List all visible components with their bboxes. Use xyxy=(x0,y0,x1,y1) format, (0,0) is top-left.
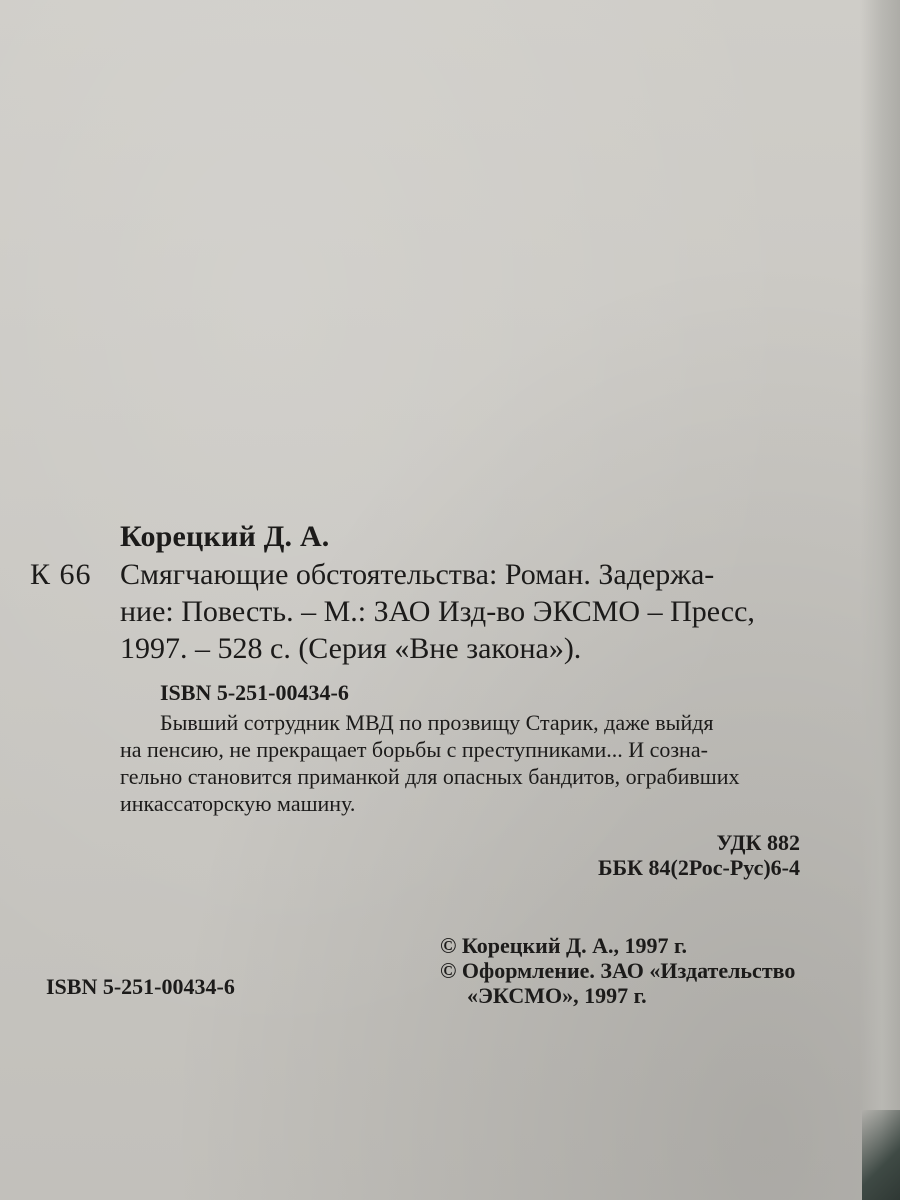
bbk-index: ББК 84(2Рос-Рус)6-4 xyxy=(597,855,800,880)
udk-index: УДК 882 xyxy=(716,830,800,855)
annotation-line: Бывший сотрудник МВД по прозвищу Старик, даже выйдя xyxy=(160,710,714,735)
bibliographic-line: 1997. – 528 с. (Серия «Вне закона»). xyxy=(120,632,582,665)
author-name: Корецкий Д. А. xyxy=(120,520,330,553)
annotation-line: гельно становится приманкой для опасных бандитов, ограбивших xyxy=(120,764,740,789)
annotation-line: инкассаторскую машину. xyxy=(120,791,356,816)
book-cover-corner xyxy=(862,1110,900,1200)
copyright-line: «ЭКСМО», 1997 г. xyxy=(467,983,647,1008)
page-edge-shadow xyxy=(860,0,900,1200)
annotation-line: на пенсию, не прекращает борьбы с преступниками... И созна- xyxy=(120,737,708,762)
copyright-line: © Корецкий Д. А., 1997 г. xyxy=(440,933,688,958)
isbn-number: ISBN 5-251-00434-6 xyxy=(160,680,349,705)
classification-code: К 66 xyxy=(30,558,92,591)
bibliographic-line: ние: Повесть. – М.: ЗАО Изд-во ЭКСМО – Пресс, xyxy=(120,595,755,628)
footer-isbn-number: ISBN 5-251-00434-6 xyxy=(46,974,235,999)
copyright-line: © Оформление. ЗАО «Издательство xyxy=(440,958,796,983)
bibliographic-line: Смягчающие обстоятельства: Роман. Задержа- xyxy=(120,558,715,591)
